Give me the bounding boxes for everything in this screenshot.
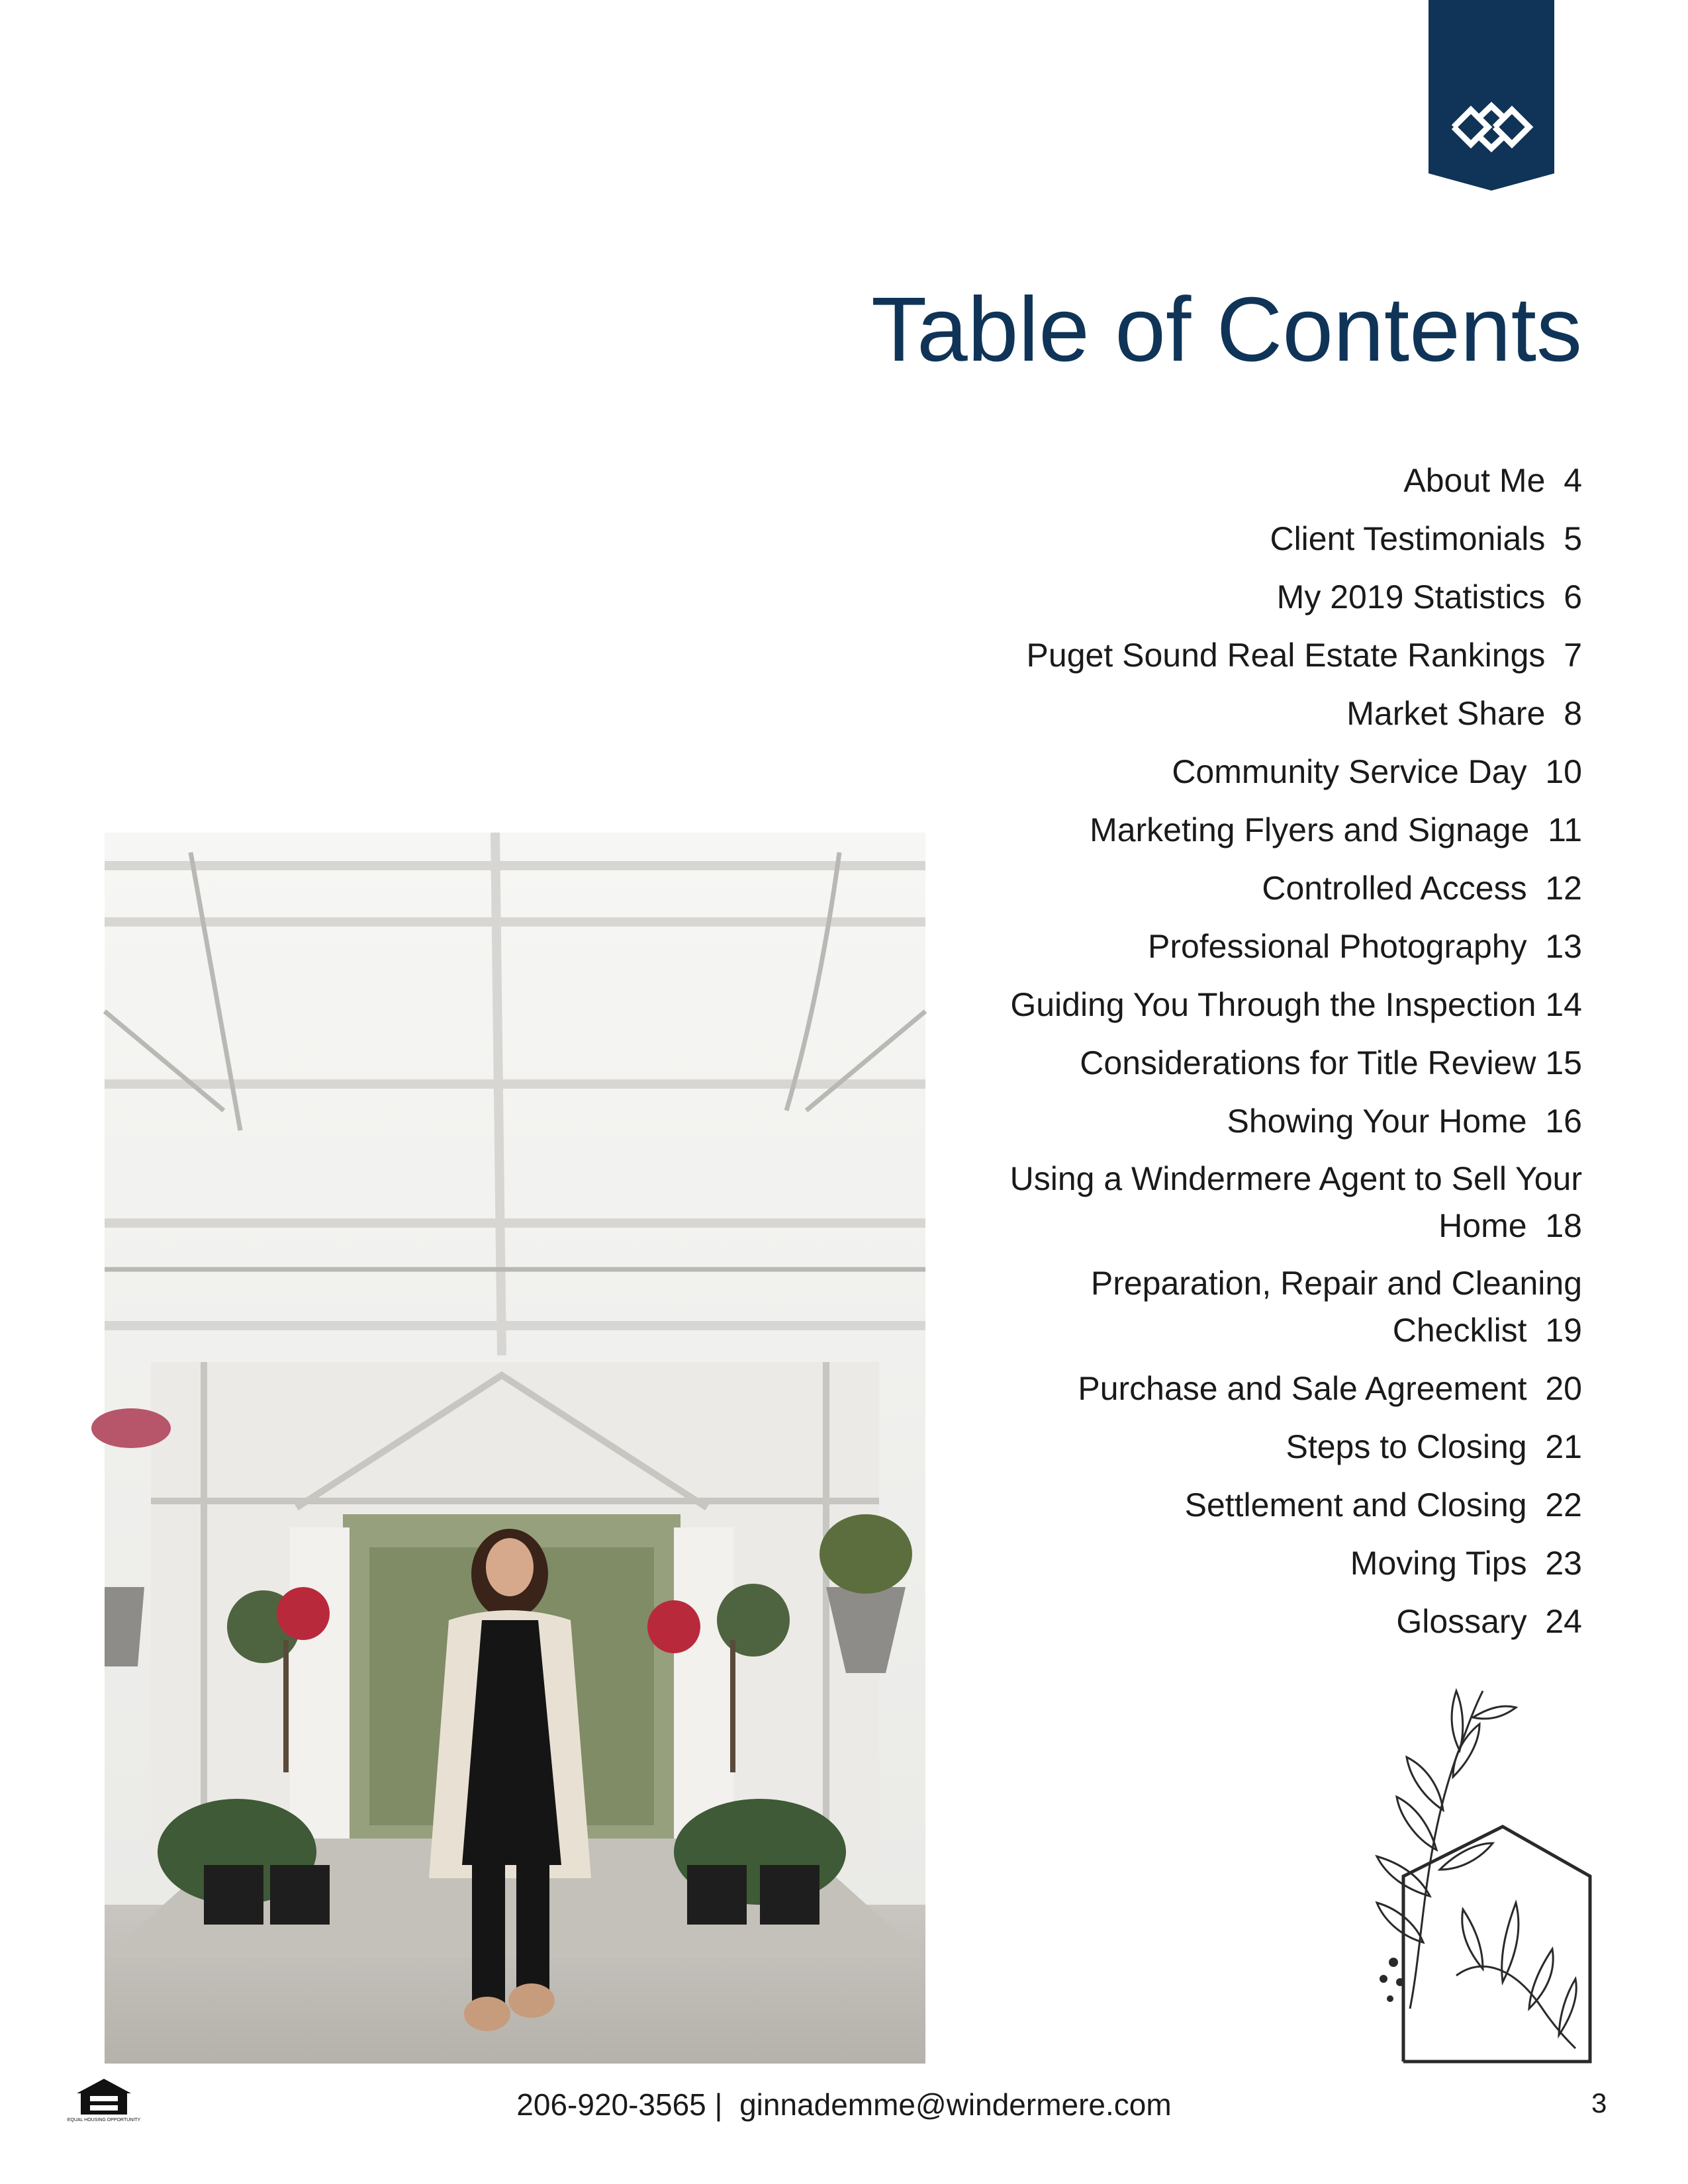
toc-entry[interactable]	[920, 1156, 1582, 1250]
toc-list	[920, 457, 1582, 1656]
toc-entry[interactable]	[920, 1365, 1582, 1412]
toc-entry[interactable]	[920, 923, 1582, 970]
toc-entry-label: Puget Sound Real Estate Rankings	[1026, 637, 1546, 674]
toc-entry-page: 15	[1545, 1044, 1582, 1081]
house-sketch-icon	[1324, 1678, 1602, 2062]
toc-entry-page: 10	[1545, 753, 1582, 790]
toc-entry-label: Controlled Access	[1262, 870, 1527, 907]
brand-ribbon	[1429, 0, 1554, 191]
agent-photo	[105, 833, 925, 2064]
toc-entry-label: Considerations for Title Review	[1080, 1044, 1536, 1081]
toc-entry-page: 4	[1564, 462, 1582, 499]
toc-entry-page: 11	[1548, 811, 1582, 848]
toc-entry-label: Settlement and Closing	[1184, 1486, 1527, 1524]
footer-phone[interactable]: 206-920-3565	[516, 2087, 706, 2122]
toc-entry[interactable]	[920, 1260, 1582, 1354]
footer-email[interactable]: ginnademme@windermere.com	[739, 2087, 1172, 2122]
toc-entry[interactable]	[920, 1598, 1582, 1645]
toc-entry-label: Preparation, Repair and Cleaning Checklist	[1090, 1265, 1582, 1349]
equal-housing-opportunity-label: EQUAL HOUSING OPPORTUNITY	[67, 2118, 141, 2122]
toc-entry-page: 12	[1545, 870, 1582, 907]
toc-entry-label: Professional Photography	[1147, 928, 1527, 965]
toc-entry[interactable]	[920, 1481, 1582, 1529]
toc-entry[interactable]	[920, 1423, 1582, 1471]
footer-contact	[0, 2086, 1688, 2123]
toc-entry[interactable]	[920, 806, 1582, 854]
toc-entry-page: 18	[1545, 1207, 1582, 1244]
toc-entry-page: 8	[1564, 695, 1582, 732]
toc-entry-label: Market Share	[1346, 695, 1546, 732]
toc-entry-page: 19	[1545, 1312, 1582, 1349]
toc-entry-label: My 2019 Statistics	[1276, 578, 1546, 615]
toc-entry[interactable]	[920, 457, 1582, 504]
toc-entry-label: Purchase and Sale Agreement	[1078, 1370, 1527, 1407]
toc-entry-label: Moving Tips	[1350, 1545, 1527, 1582]
toc-entry-page: 16	[1545, 1103, 1582, 1140]
toc-entry-page: 6	[1564, 578, 1582, 615]
toc-entry-page: 7	[1564, 637, 1582, 674]
toc-entry-label: Steps to Closing	[1286, 1428, 1527, 1465]
toc-entry-label: Showing Your Home	[1227, 1103, 1527, 1140]
toc-entry-label: Using a Windermere Agent to Sell Your Home	[1009, 1160, 1582, 1244]
toc-entry[interactable]	[920, 573, 1582, 621]
toc-entry-label: About Me	[1403, 462, 1546, 499]
toc-entry-page: 14	[1545, 986, 1582, 1023]
footer-separator: |	[714, 2087, 723, 2122]
toc-entry-label: Community Service Day	[1172, 753, 1527, 790]
toc-entry-label: Marketing Flyers and Signage	[1090, 811, 1530, 848]
toc-entry-page: 13	[1545, 928, 1582, 965]
toc-entry[interactable]	[920, 1097, 1582, 1145]
toc-entry-page: 22	[1545, 1486, 1582, 1524]
toc-entry-page: 23	[1545, 1545, 1582, 1582]
toc-entry[interactable]	[920, 748, 1582, 796]
toc-entry[interactable]	[920, 1539, 1582, 1587]
windermere-logo-icon	[1448, 101, 1534, 154]
page-number: 3	[1591, 2087, 1607, 2118]
toc-entry-label: Client Testimonials	[1270, 520, 1546, 557]
toc-entry[interactable]	[920, 1039, 1582, 1087]
toc-entry-page: 5	[1564, 520, 1582, 557]
toc-entry[interactable]	[920, 690, 1582, 737]
toc-entry-page: 24	[1545, 1603, 1582, 1640]
toc-entry-page: 20	[1545, 1370, 1582, 1407]
toc-entry[interactable]	[920, 864, 1582, 912]
toc-entry-page: 21	[1545, 1428, 1582, 1465]
page-title: Table of Contents	[870, 279, 1582, 381]
toc-entry[interactable]	[920, 981, 1582, 1028]
toc-entry[interactable]	[920, 515, 1582, 563]
toc-entry-label: Guiding You Through the Inspection	[1010, 986, 1536, 1023]
toc-entry[interactable]	[920, 631, 1582, 679]
toc-entry-label: Glossary	[1396, 1603, 1527, 1640]
